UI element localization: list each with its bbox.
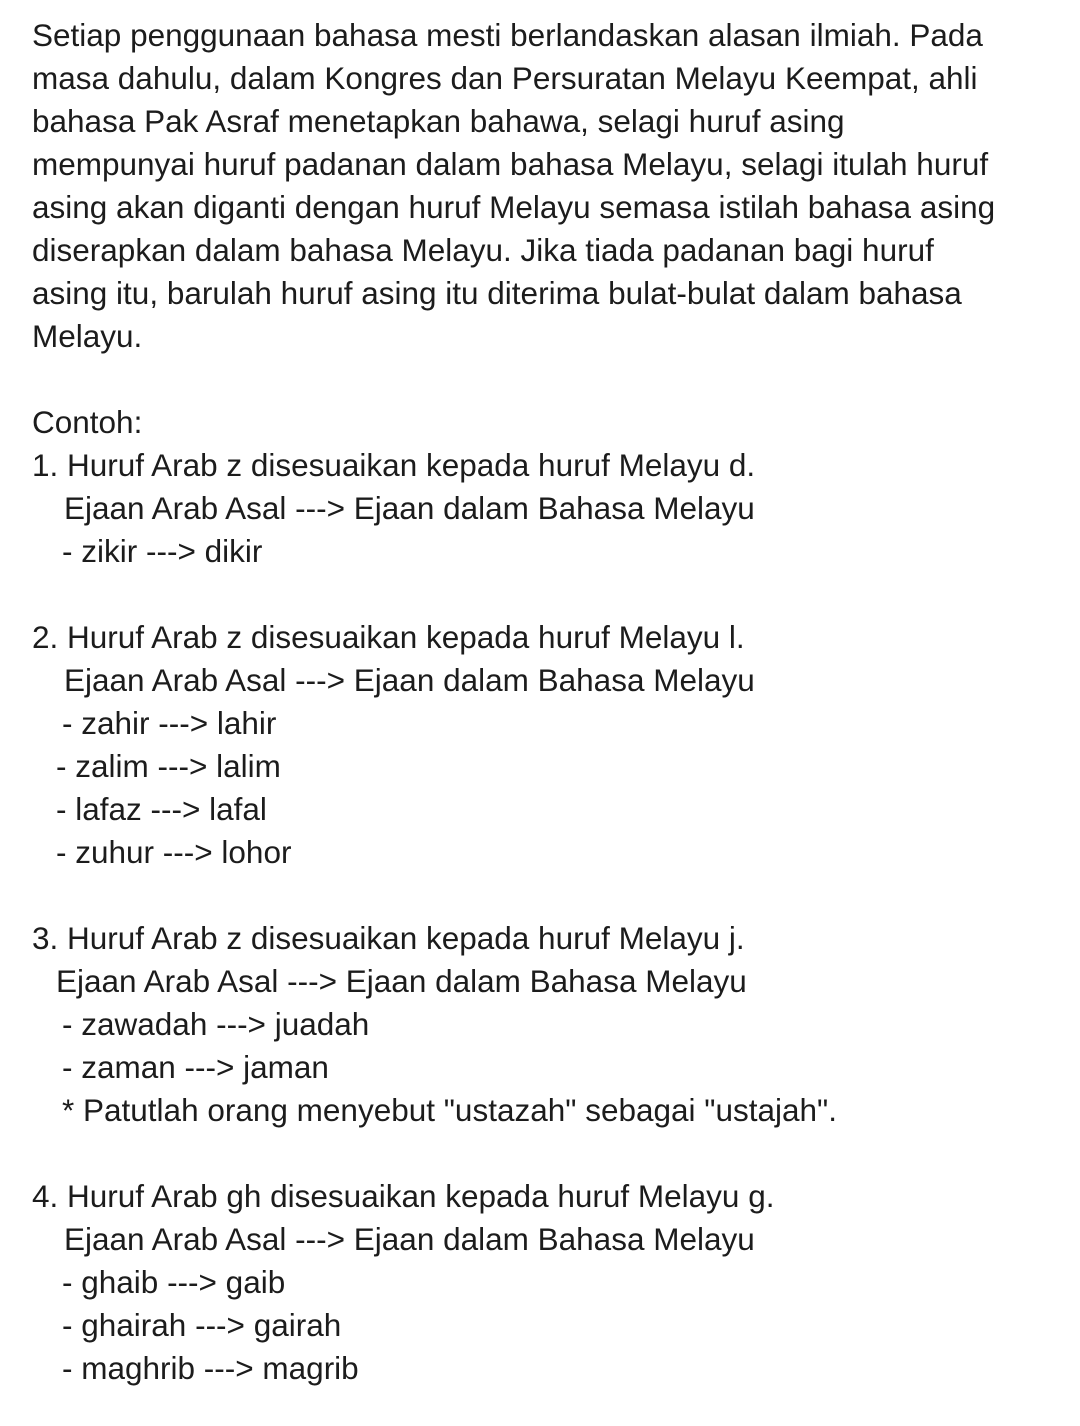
example-item: - zikir ---> dikir [62,533,263,569]
example-item: - zaman ---> jaman [62,1049,329,1085]
intro-line: asing itu, barulah huruf asing itu diterima bulat-bulat dalam bahasa [32,275,962,311]
section-subheading: Ejaan Arab Asal ---> Ejaan dalam Bahasa Melayu [64,490,755,526]
intro-line: masa dahulu, dalam Kongres dan Persuratan Melayu Keempat, ahli [32,60,978,96]
example-item: - maghrib ---> magrib [62,1350,359,1386]
section-heading: 4. Huruf Arab gh disesuaikan kepada huruf Melayu g. [32,1178,775,1214]
document-page [32,14,1068,1390]
section-heading: 1. Huruf Arab z disesuaikan kepada huruf Melayu d. [32,447,756,483]
examples-label: Contoh: [32,404,143,440]
intro-line: asing akan diganti dengan huruf Melayu semasa istilah bahasa asing [32,189,996,225]
section-spacer [32,1132,1068,1175]
section-subheading: Ejaan Arab Asal ---> Ejaan dalam Bahasa Melayu [64,662,755,698]
intro-paragraph [32,14,1068,358]
example-section-1 [32,444,1068,573]
section-subheading: Ejaan Arab Asal ---> Ejaan dalam Bahasa Melayu [64,1221,755,1257]
example-item: - zawadah ---> juadah [62,1006,370,1042]
example-item: - ghairah ---> gairah [62,1307,342,1343]
intro-line: mempunyai huruf padanan dalam bahasa Melayu, selagi itulah huruf [32,146,989,182]
example-item: - lafaz ---> lafal [56,791,267,827]
example-item: - zuhur ---> lohor [56,834,292,870]
example-item: - zahir ---> lahir [62,705,277,741]
example-item: - zalim ---> lalim [56,748,281,784]
section-heading: 3. Huruf Arab z disesuaikan kepada huruf Melayu j. [32,920,745,956]
example-item: - ghaib ---> gaib [62,1264,286,1300]
section-spacer [32,573,1068,616]
intro-line: Melayu. [32,318,143,354]
example-section-3 [32,917,1068,1132]
intro-line: diserapkan dalam bahasa Melayu. Jika tiada padanan bagi huruf [32,232,934,268]
section-heading: 2. Huruf Arab z disesuaikan kepada huruf Melayu l. [32,619,745,655]
section-spacer [32,874,1068,917]
example-note: * Patutlah orang menyebut "ustazah" sebagai "ustajah". [62,1092,837,1128]
example-section-4 [32,1175,1068,1390]
section-subheading: Ejaan Arab Asal ---> Ejaan dalam Bahasa Melayu [56,963,747,999]
examples-block [32,401,1068,1390]
intro-line: Setiap penggunaan bahasa mesti berlandaskan alasan ilmiah. Pada [32,17,983,53]
intro-line: bahasa Pak Asraf menetapkan bahawa, selagi huruf asing [32,103,845,139]
example-section-2 [32,616,1068,874]
